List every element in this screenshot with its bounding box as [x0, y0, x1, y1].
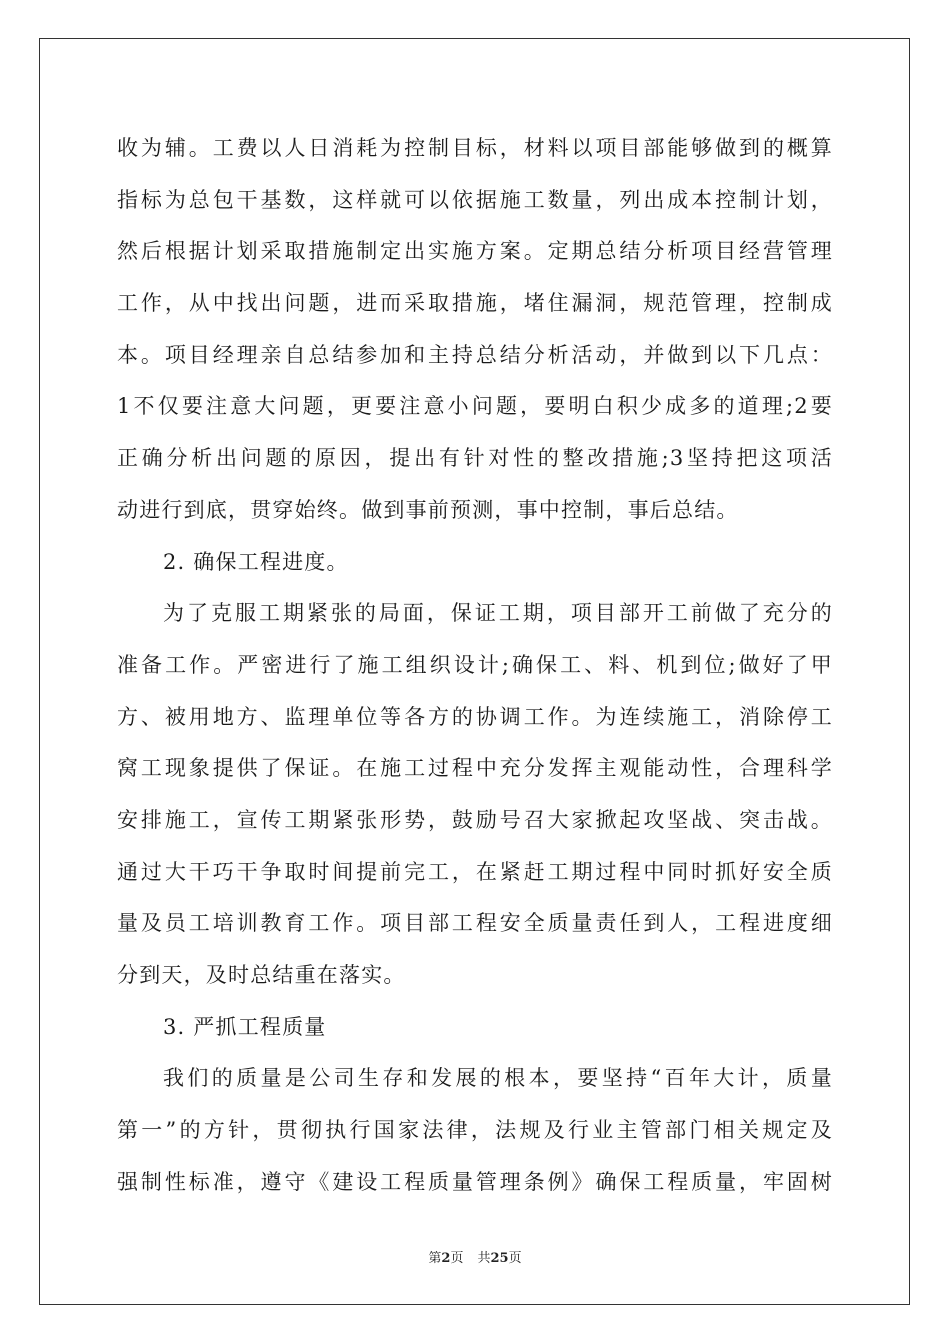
paragraph-line: 第一”的方针，贯彻执行国家法律，法规及行业主管部门相关规定及 [117, 1118, 833, 1143]
paragraph-line: 安排施工，宣传工期紧张形势，鼓励号召大家掀起攻坚战、突击战。 [117, 807, 833, 832]
page-suffix: 页 [450, 1251, 464, 1266]
total-page-count: 25 [490, 1251, 509, 1266]
paragraph-line: 正确分析出问题的原因，提出有针对性的整改措施;3坚持把这项活 [117, 446, 833, 471]
paragraph-line: 本。项目经理亲自总结参加和主持总结分析活动，并做到以下几点： [117, 342, 833, 367]
page-footer [0, 1247, 950, 1266]
paragraph-line: 窝工现象提供了保证。在施工过程中充分发挥主观能动性，合理科学 [117, 756, 833, 781]
paragraph-line: 通过大干巧干争取时间提前完工，在紧赶工期过程中同时抓好安全质 [117, 859, 833, 884]
paragraph-line: 方、被用地方、监理单位等各方的协调工作。为连续施工，消除停工 [117, 704, 833, 729]
total-suffix: 页 [508, 1251, 522, 1266]
paragraph-line: 动进行到底，贯穿始终。做到事前预测，事中控制，事后总结。 [117, 497, 739, 522]
paragraph-line: 量及员工培训教育工作。项目部工程安全质量责任到人，工程进度细 [117, 911, 833, 936]
paragraph-line: 然后根据计划采取措施制定出实施方案。定期总结分析项目经营管理 [117, 239, 833, 264]
document-body [117, 123, 833, 1208]
page-prefix: 第 [428, 1251, 442, 1266]
current-page-number: 2 [441, 1251, 451, 1266]
paragraph-line: 强制性标准，遵守《建设工程质量管理条例》确保工程质量，牢固树 [117, 1169, 833, 1194]
paragraph-line: 准备工作。严密进行了施工组织设计;确保工、料、机到位;做好了甲 [117, 652, 833, 677]
paragraph-line: 收为辅。工费以人日消耗为控制目标，材料以项目部能够做到的概算 [117, 136, 833, 160]
section-heading: 3. 严抓工程质量 [163, 1014, 327, 1039]
paragraph-line: 为了克服工期紧张的局面，保证工期，项目部开工前做了充分的 [163, 601, 833, 626]
total-prefix: 共 [477, 1251, 491, 1266]
paragraph-line: 分到天，及时总结重在落实。 [117, 963, 406, 987]
section-heading: 2. 确保工程进度。 [163, 549, 349, 574]
paragraph-line: 工作，从中找出问题，进而采取措施，堵住漏洞，规范管理，控制成 [117, 291, 833, 316]
paragraph-line: 指标为总包干基数，这样就可以依据施工数量，列出成本控制计划， [117, 187, 833, 212]
paragraph-line: 我们的质量是公司生存和发展的根本，要坚持“百年大计，质量 [163, 1066, 833, 1091]
paragraph-line: 1不仅要注意大问题，更要注意小问题，要明白积少成多的道理;2要 [117, 394, 833, 419]
